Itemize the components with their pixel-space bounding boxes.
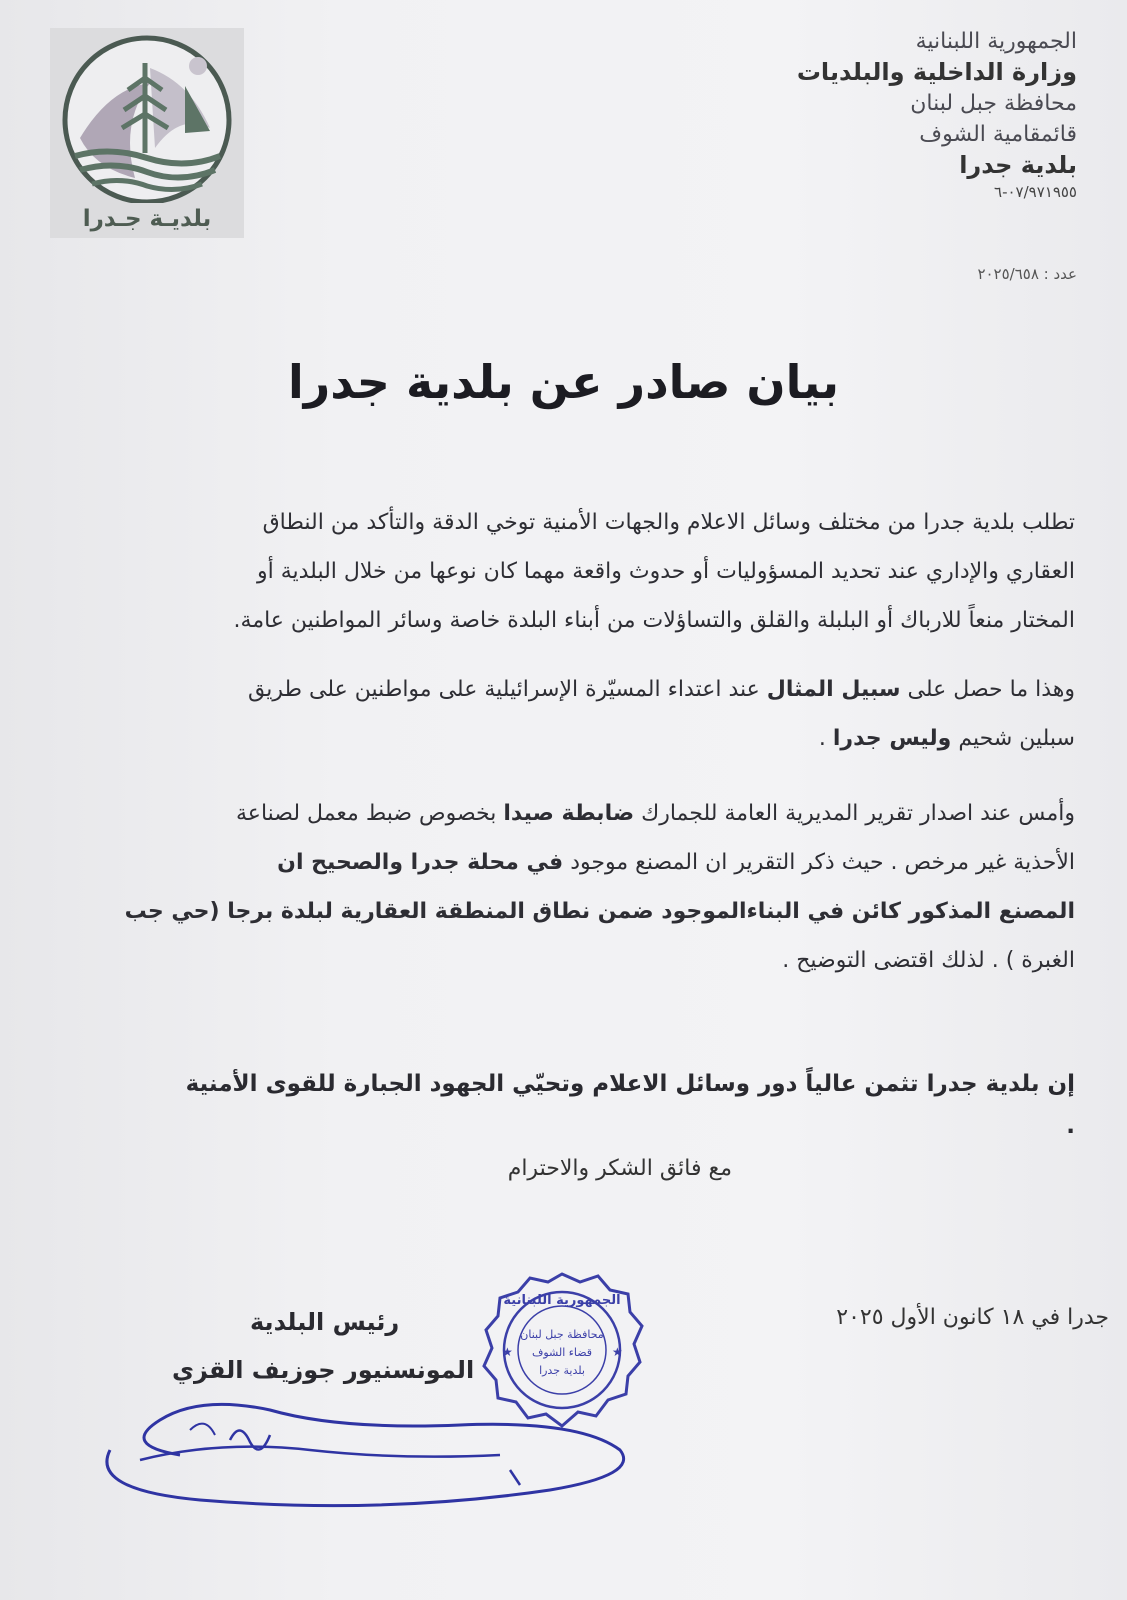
municipality-name: بلدية جدرا <box>959 151 1077 179</box>
paragraph-line: . <box>1066 1113 1075 1139</box>
governorate-name: محافظة جبل لبنان <box>910 91 1077 116</box>
paragraph-line <box>35 665 1075 714</box>
closing-regards: مع فائق الشكر والاحترام <box>507 1156 732 1181</box>
paragraph-line: الغبرة ) . لذلك اقتضى التوضيح . <box>782 948 1075 973</box>
bold-run: ضابطة صيدا <box>503 801 635 826</box>
municipality-logo <box>50 28 244 238</box>
paragraph-line: إن بلدية جدرا تثمن عالياً دور وسائل الاعلام وتحيّي الجهود الجبارة للقوى الأمنية <box>185 1071 1075 1097</box>
bold-run: سبيل المثال <box>766 677 901 702</box>
paragraph-line <box>35 838 1075 887</box>
bold-run: وليس جدرا <box>832 726 952 751</box>
date-line: جدرا في ١٨ كانون الأول ٢٠٢٥ <box>836 1305 1109 1330</box>
stamp-line: محافظة جبل لبنان <box>520 1328 604 1341</box>
paragraph-line: العقاري والإداري عند تحديد المسؤوليات أو حدوث واقعة مهما كان نوعها من خلال البلدية أو <box>256 559 1075 584</box>
signatory-title: رئيس البلدية <box>250 1308 400 1336</box>
text-run: بخصوص ضبط معمل لصناعة <box>236 801 504 826</box>
stamp-outer-text: الجمهورية اللبنانية <box>503 1293 621 1308</box>
signatory-name: المونسنيور جوزيف القزي <box>172 1356 475 1384</box>
paragraph-line: المصنع المذكور كائن في البناءالموجود ضمن نطاق المنطقة العقارية لبلدة برجا (حي جب <box>124 899 1075 924</box>
stamp-star: ★ <box>612 1345 623 1359</box>
text-run: سبلين شحيم <box>951 726 1075 751</box>
ref-value: ٢٠٢٥/٦٥٨ <box>977 265 1039 283</box>
reference-number <box>977 265 1077 283</box>
bold-run: في محلة جدرا والصحيح ان <box>277 850 564 875</box>
paragraph-2 <box>35 665 1075 763</box>
paragraph-3 <box>35 789 1075 985</box>
logo-label: بلديـة جـدرا <box>82 206 212 232</box>
logo-emblem <box>50 28 244 203</box>
paragraph-4 <box>35 1063 1075 1147</box>
stamp-star: ★ <box>502 1345 513 1359</box>
republic-name: الجمهورية اللبنانية <box>915 29 1077 54</box>
paragraph-line <box>35 714 1075 763</box>
text-run: وأمس عند اصدار تقرير المديرية العامة للجمارك <box>634 801 1075 826</box>
text-run: الأحذية غير مرخص . حيث ذكر التقرير ان المصنع موجود <box>563 850 1075 875</box>
paragraph-1 <box>35 498 1075 645</box>
letterhead <box>657 26 1077 203</box>
stamp-line: قضاء الشوف <box>531 1346 593 1359</box>
paragraph-line: المختار منعاً للارباك أو البلبلة والقلق والتساؤلات من أبناء البلدة خاصة وسائر المواطنين عامة. <box>233 608 1075 633</box>
ref-label: عدد : <box>1043 265 1077 283</box>
paragraph-line: تطلب بلدية جدرا من مختلف وسائل الاعلام والجهات الأمنية توخي الدقة والتأكد من النطاق <box>262 510 1075 535</box>
text-run: وهذا ما حصل على <box>900 677 1075 702</box>
handwritten-signature <box>80 1380 640 1530</box>
stamp-line: بلدية جدرا <box>539 1364 585 1377</box>
text-run: . <box>818 726 833 751</box>
statement-title: بيان صادر عن بلدية جدرا <box>287 355 840 409</box>
ministry-name: وزارة الداخلية والبلديات <box>796 58 1077 86</box>
district-name: قائمقامية الشوف <box>919 122 1077 147</box>
phone-number: ٠٧/٩٧١٩٥٥-٦ <box>994 183 1077 201</box>
paragraph-line <box>35 789 1075 838</box>
text-run: عند اعتداء المسيّرة الإسرائيلية على مواطنين على طريق <box>247 677 767 702</box>
